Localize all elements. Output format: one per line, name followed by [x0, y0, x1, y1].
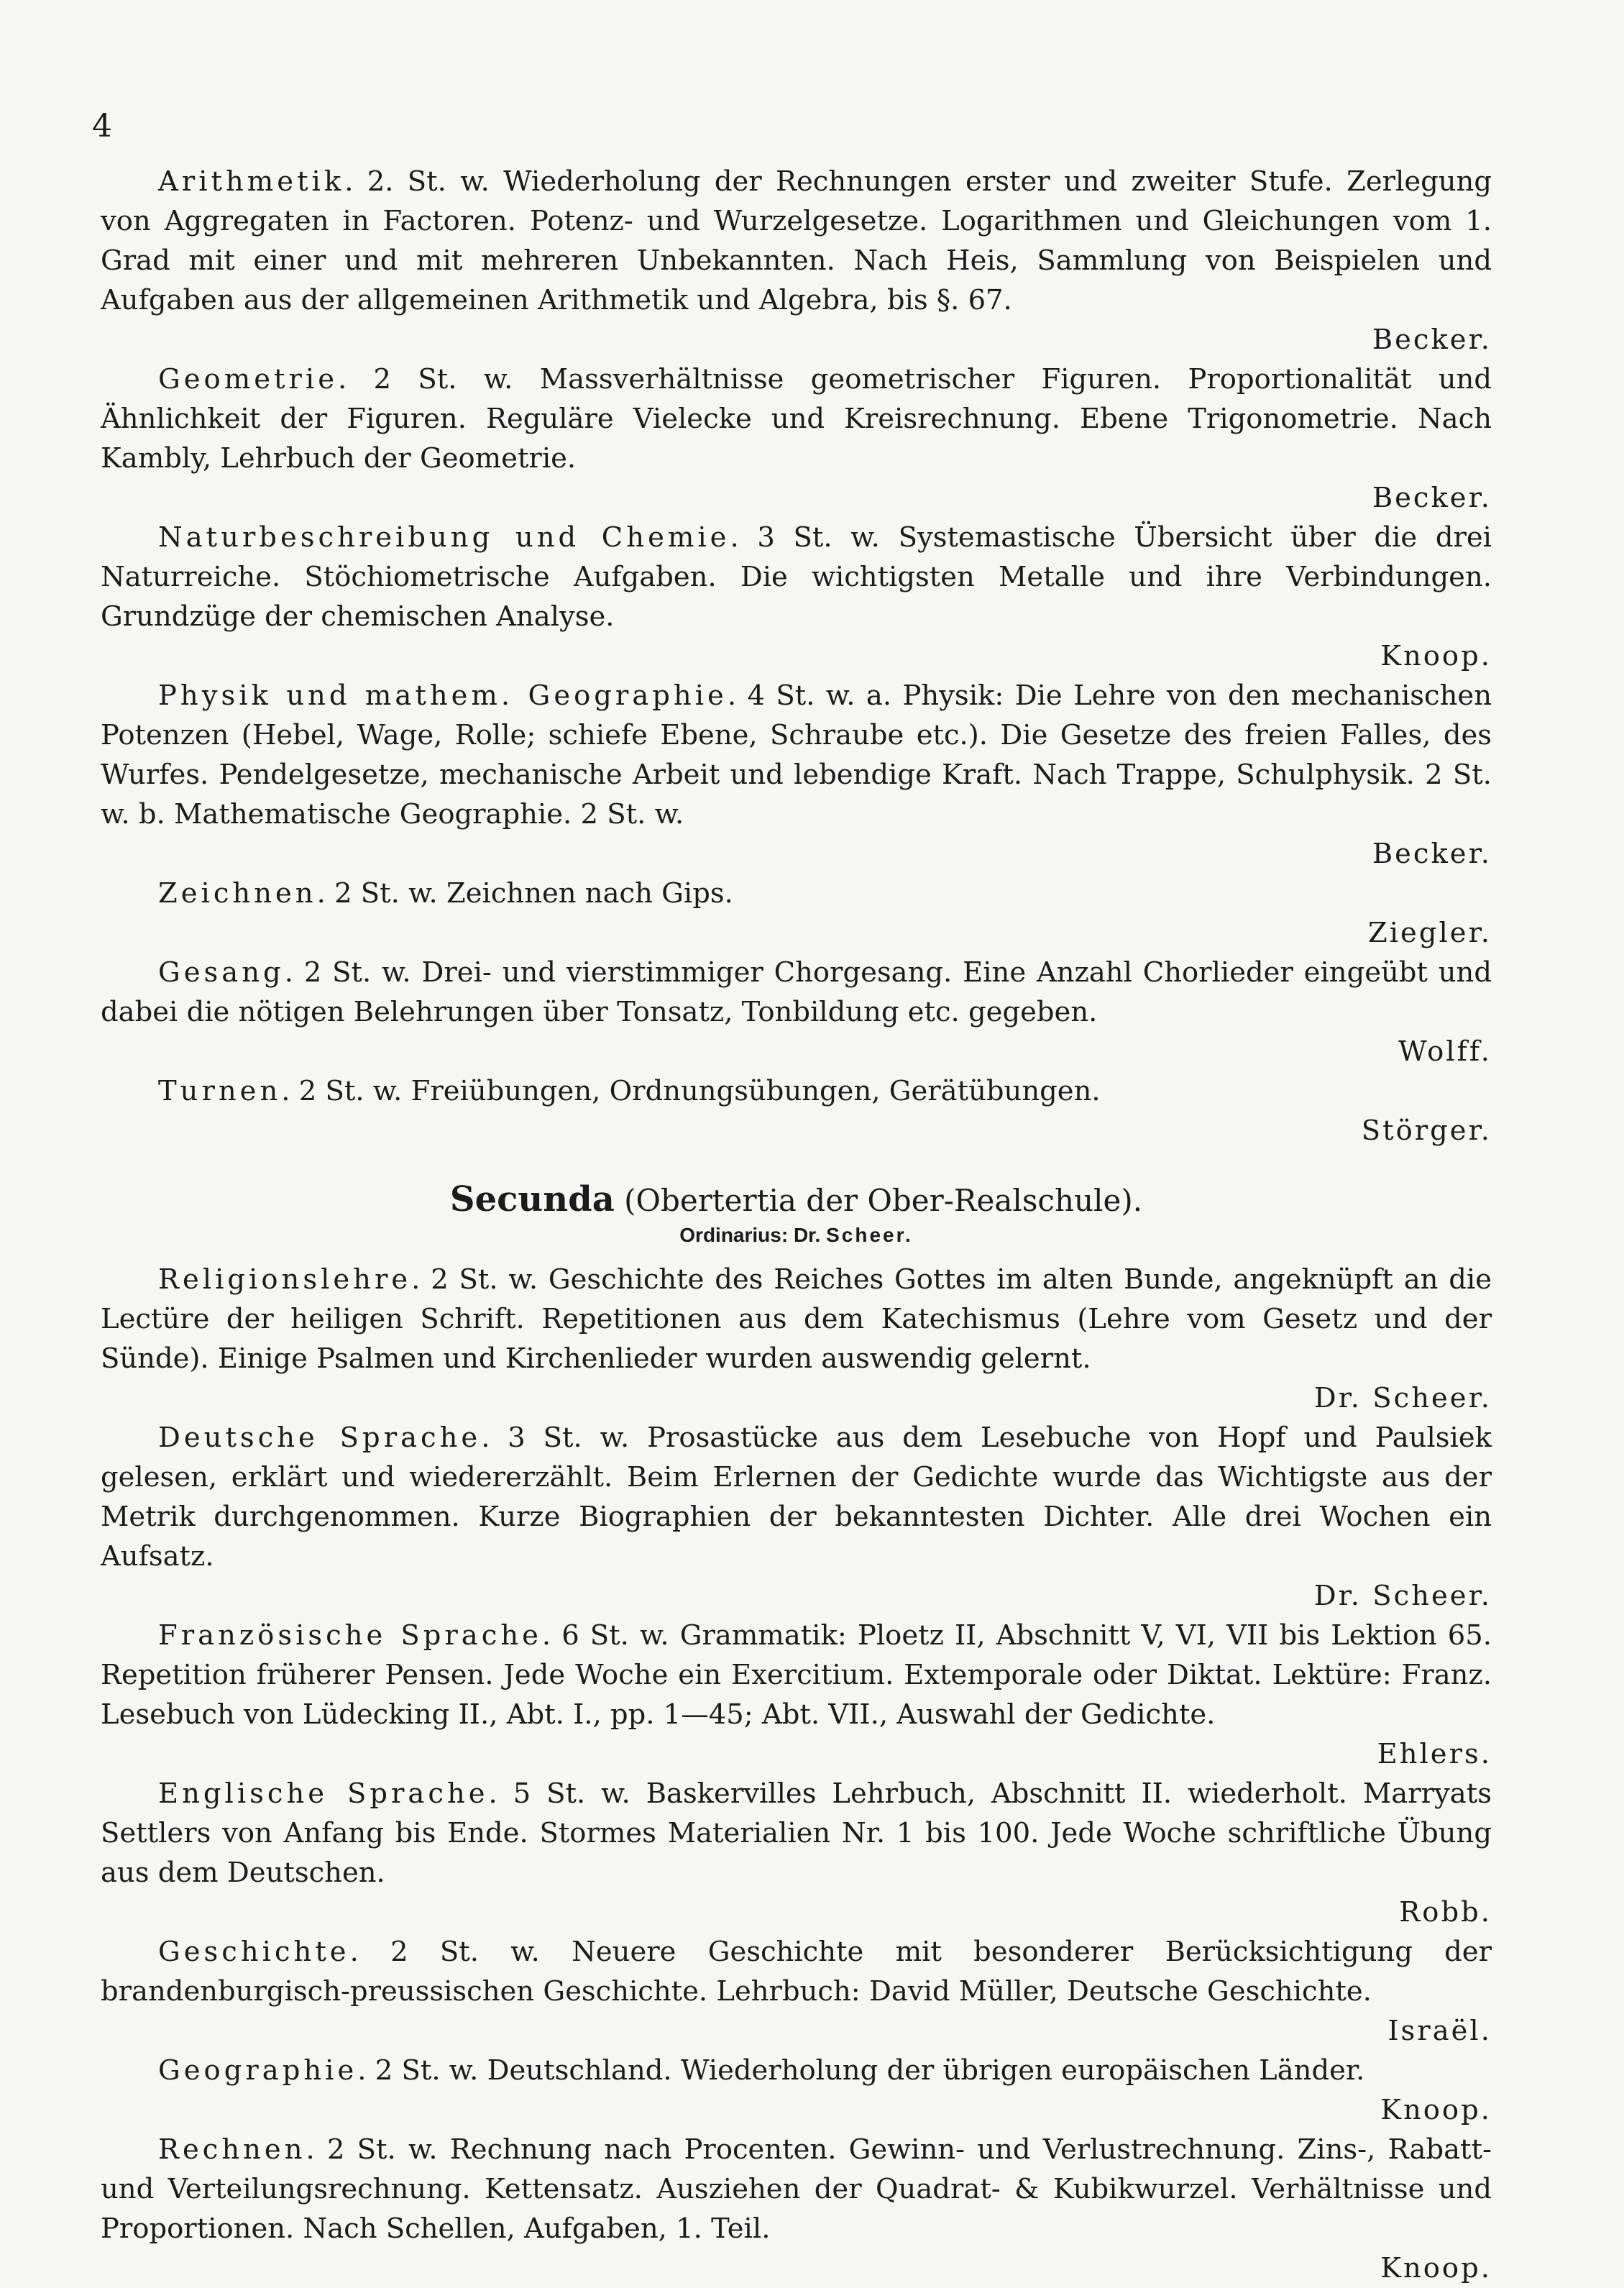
teacher-name: Störger.: [1361, 1115, 1492, 1147]
teacher-name: Dr. Scheer.: [1313, 1382, 1492, 1414]
page-number: 4: [92, 108, 112, 145]
teacher-name: Wolff.: [1398, 1035, 1492, 1068]
subject-title: Rechnen: [158, 2133, 306, 2166]
section-text: . 4 St. w. a. Physik: Die Lehre von den mechanischen Potenzen (Hebel, Wage, Rolle; schiefe Ebene, Schraube etc.). Die Gesetze des freien Falles, des Wurfes. Pendelgesetze, mechanische Arbeit und lebendige Kraft. Nach Trappe, Schulphysik. 2 St. w. b. Mathematische Geographie. 2 St. w.: [101, 679, 1492, 830]
section-franzoesische-sprache: [101, 1616, 1492, 1774]
section-rechnen: [101, 2130, 1492, 2288]
heading-subtitle: (Obertertia der Ober-Realschule).: [624, 1183, 1143, 1218]
teacher-name: Ziegler.: [1367, 917, 1492, 949]
teacher-name: Knoop.: [1380, 2252, 1492, 2284]
section-religionslehre: [101, 1260, 1492, 1418]
subject-title: Englische Sprache: [158, 1777, 489, 1810]
section-text: . 2 St. w. Massverhältnisse geometrischer Figuren. Proportionalität und Ähnlichkeit der Figuren. Reguläre Vielecke und Kreisrechnung. Ebene Trigonometrie. Nach Kambly, Lehrbuch der Geometrie.: [101, 363, 1492, 475]
subject-title: Französische Sprache: [158, 1619, 542, 1652]
section-text: . 3 St. w. Prosastücke aus dem Lesebuche von Hopf und Paulsiek gelesen, erklärt und wiedererzählt. Beim Erlernen der Gedichte wurde das Wichtigste aus der Metrik durchgenommen. Kurze Biographien der bekanntesten Dichter. Alle drei Wochen ein Aufsatz.: [101, 1422, 1492, 1573]
subject-title: Turnen: [158, 1075, 282, 1107]
section-physik: [101, 676, 1492, 874]
section-text: . 2 St. w. Freiübungen, Ordnungsübungen, Gerätübungen.: [281, 1075, 1101, 1107]
subject-title: Geographie: [158, 2054, 358, 2087]
section-gesang: [101, 953, 1492, 1071]
section-deutsche-sprache: [101, 1418, 1492, 1616]
section-text: . 2 St. w. Drei- und vierstimmiger Chorgesang. Eine Anzahl Chorlieder eingeübt und dabei die nötigen Belehrungen über Tonsatz, Tonbildung etc. gegeben.: [101, 956, 1492, 1028]
section-geschichte: [101, 1932, 1492, 2051]
section-naturbeschreibung: [101, 518, 1492, 676]
subject-title: Naturbeschreibung und Chemie: [158, 521, 730, 554]
teacher-name: Dr. Scheer.: [1313, 1580, 1492, 1612]
section-text: . 2 St. w. Deutschland. Wiederholung der übrigen europäischen Länder.: [357, 2054, 1365, 2087]
subject-title: Arithmetik: [158, 165, 345, 198]
subject-title: Gesang: [158, 956, 285, 989]
ordinarius-line: [101, 1224, 1492, 1247]
section-arithmetik: [101, 162, 1492, 360]
teacher-name: Knoop.: [1380, 2094, 1492, 2126]
section-text: . 3 St. w. Systemastische Übersicht über die drei Naturreiche. Stöchiometrische Aufgaben. Die wichtigsten Metalle und ihre Verbindungen. Grundzüge der chemischen Analyse.: [101, 521, 1492, 633]
section-text: . 2 St. w. Zeichnen nach Gips.: [316, 877, 733, 910]
teacher-name: Israël.: [1387, 2015, 1492, 2047]
secunda-section-list: [101, 1260, 1492, 2288]
teacher-name: Becker.: [1372, 482, 1492, 514]
section-text: . 2 St. w. Rechnung nach Procenten. Gewinn- und Verlustrechnung. Zins-, Rabatt- und Verteilungsrechnung. Kettensatz. Ausziehen der Quadrat- & Kubikwurzel. Verhältnisse und Proportionen. Nach Schellen, Aufgaben, 1. Teil.: [101, 2133, 1492, 2245]
section-text: . 2 St. w. Geschichte des Reiches Gottes im alten Bunde, angeknüpft an die Lectüre der heiligen Schrift. Repetitionen aus dem Katechismus (Lehre vom Gesetz und der Sünde). Einige Psalmen und Kirchenlieder wurden auswendig gelernt.: [101, 1263, 1492, 1375]
tertia-section-list: [101, 162, 1492, 1150]
subject-title: Geometrie: [158, 363, 338, 395]
section-text: . 2 St. w. Neuere Geschichte mit besonderer Berücksichtigung der brandenburgisch-preussischen Geschichte. Lehrbuch: David Müller, Deutsche Geschichte.: [101, 1936, 1492, 2008]
ordinarius-name: Scheer.: [826, 1224, 913, 1246]
subject-title: Physik und mathem. Geographie: [158, 679, 728, 712]
section-englische-sprache: [101, 1774, 1492, 1932]
teacher-name: Becker.: [1372, 838, 1492, 870]
section-text: . 6 St. w. Grammatik: Ploetz II, Abschnitt V, VI, VII bis Lektion 65. Repetition früherer Pensen. Jede Woche ein Exercitium. Extemporale oder Diktat. Lektüre: Franz. Lesebuch von Lüdecking II., Abt. I., pp. 1—45; Abt. VII., Auswahl der Gedichte.: [101, 1619, 1492, 1731]
ordinarius-label: Ordinarius: Dr.: [679, 1224, 821, 1246]
subject-title: Geschichte: [158, 1936, 350, 1968]
teacher-name: Becker.: [1372, 324, 1492, 356]
subject-title: Deutsche Sprache: [158, 1422, 482, 1454]
teacher-name: Knoop.: [1380, 640, 1492, 672]
section-turnen: [101, 1071, 1492, 1150]
teacher-name: Ehlers.: [1377, 1738, 1492, 1770]
secunda-heading: [101, 1179, 1492, 1247]
heading-title: Secunda: [449, 1179, 615, 1219]
page-content: [101, 162, 1492, 2288]
subject-title: Zeichnen: [158, 877, 317, 910]
section-geographie: [101, 2051, 1492, 2130]
section-zeichnen: [101, 874, 1492, 953]
section-text: . 5 St. w. Baskervilles Lehrbuch, Abschnitt II. wiederholt. Marryats Settlers von Anfang bis Ende. Stormes Materialien Nr. 1 bis 100. Jede Woche schriftliche Übung aus dem Deutschen.: [101, 1777, 1492, 1889]
teacher-name: Robb.: [1399, 1896, 1492, 1928]
section-geometrie: [101, 360, 1492, 518]
section-text: . 2. St. w. Wiederholung der Rechnungen erster und zweiter Stufe. Zerlegung von Aggregaten in Factoren. Potenz- und Wurzelgesetze. Logarithmen und Gleichungen vom 1. Grad mit einer und mit mehreren Unbekannten. Nach Heis, Sammlung von Beispielen und Aufgaben aus der allgemeinen Arithmetik und Algebra, bis §. 67.: [101, 165, 1492, 316]
subject-title: Religionslehre: [158, 1263, 412, 1296]
